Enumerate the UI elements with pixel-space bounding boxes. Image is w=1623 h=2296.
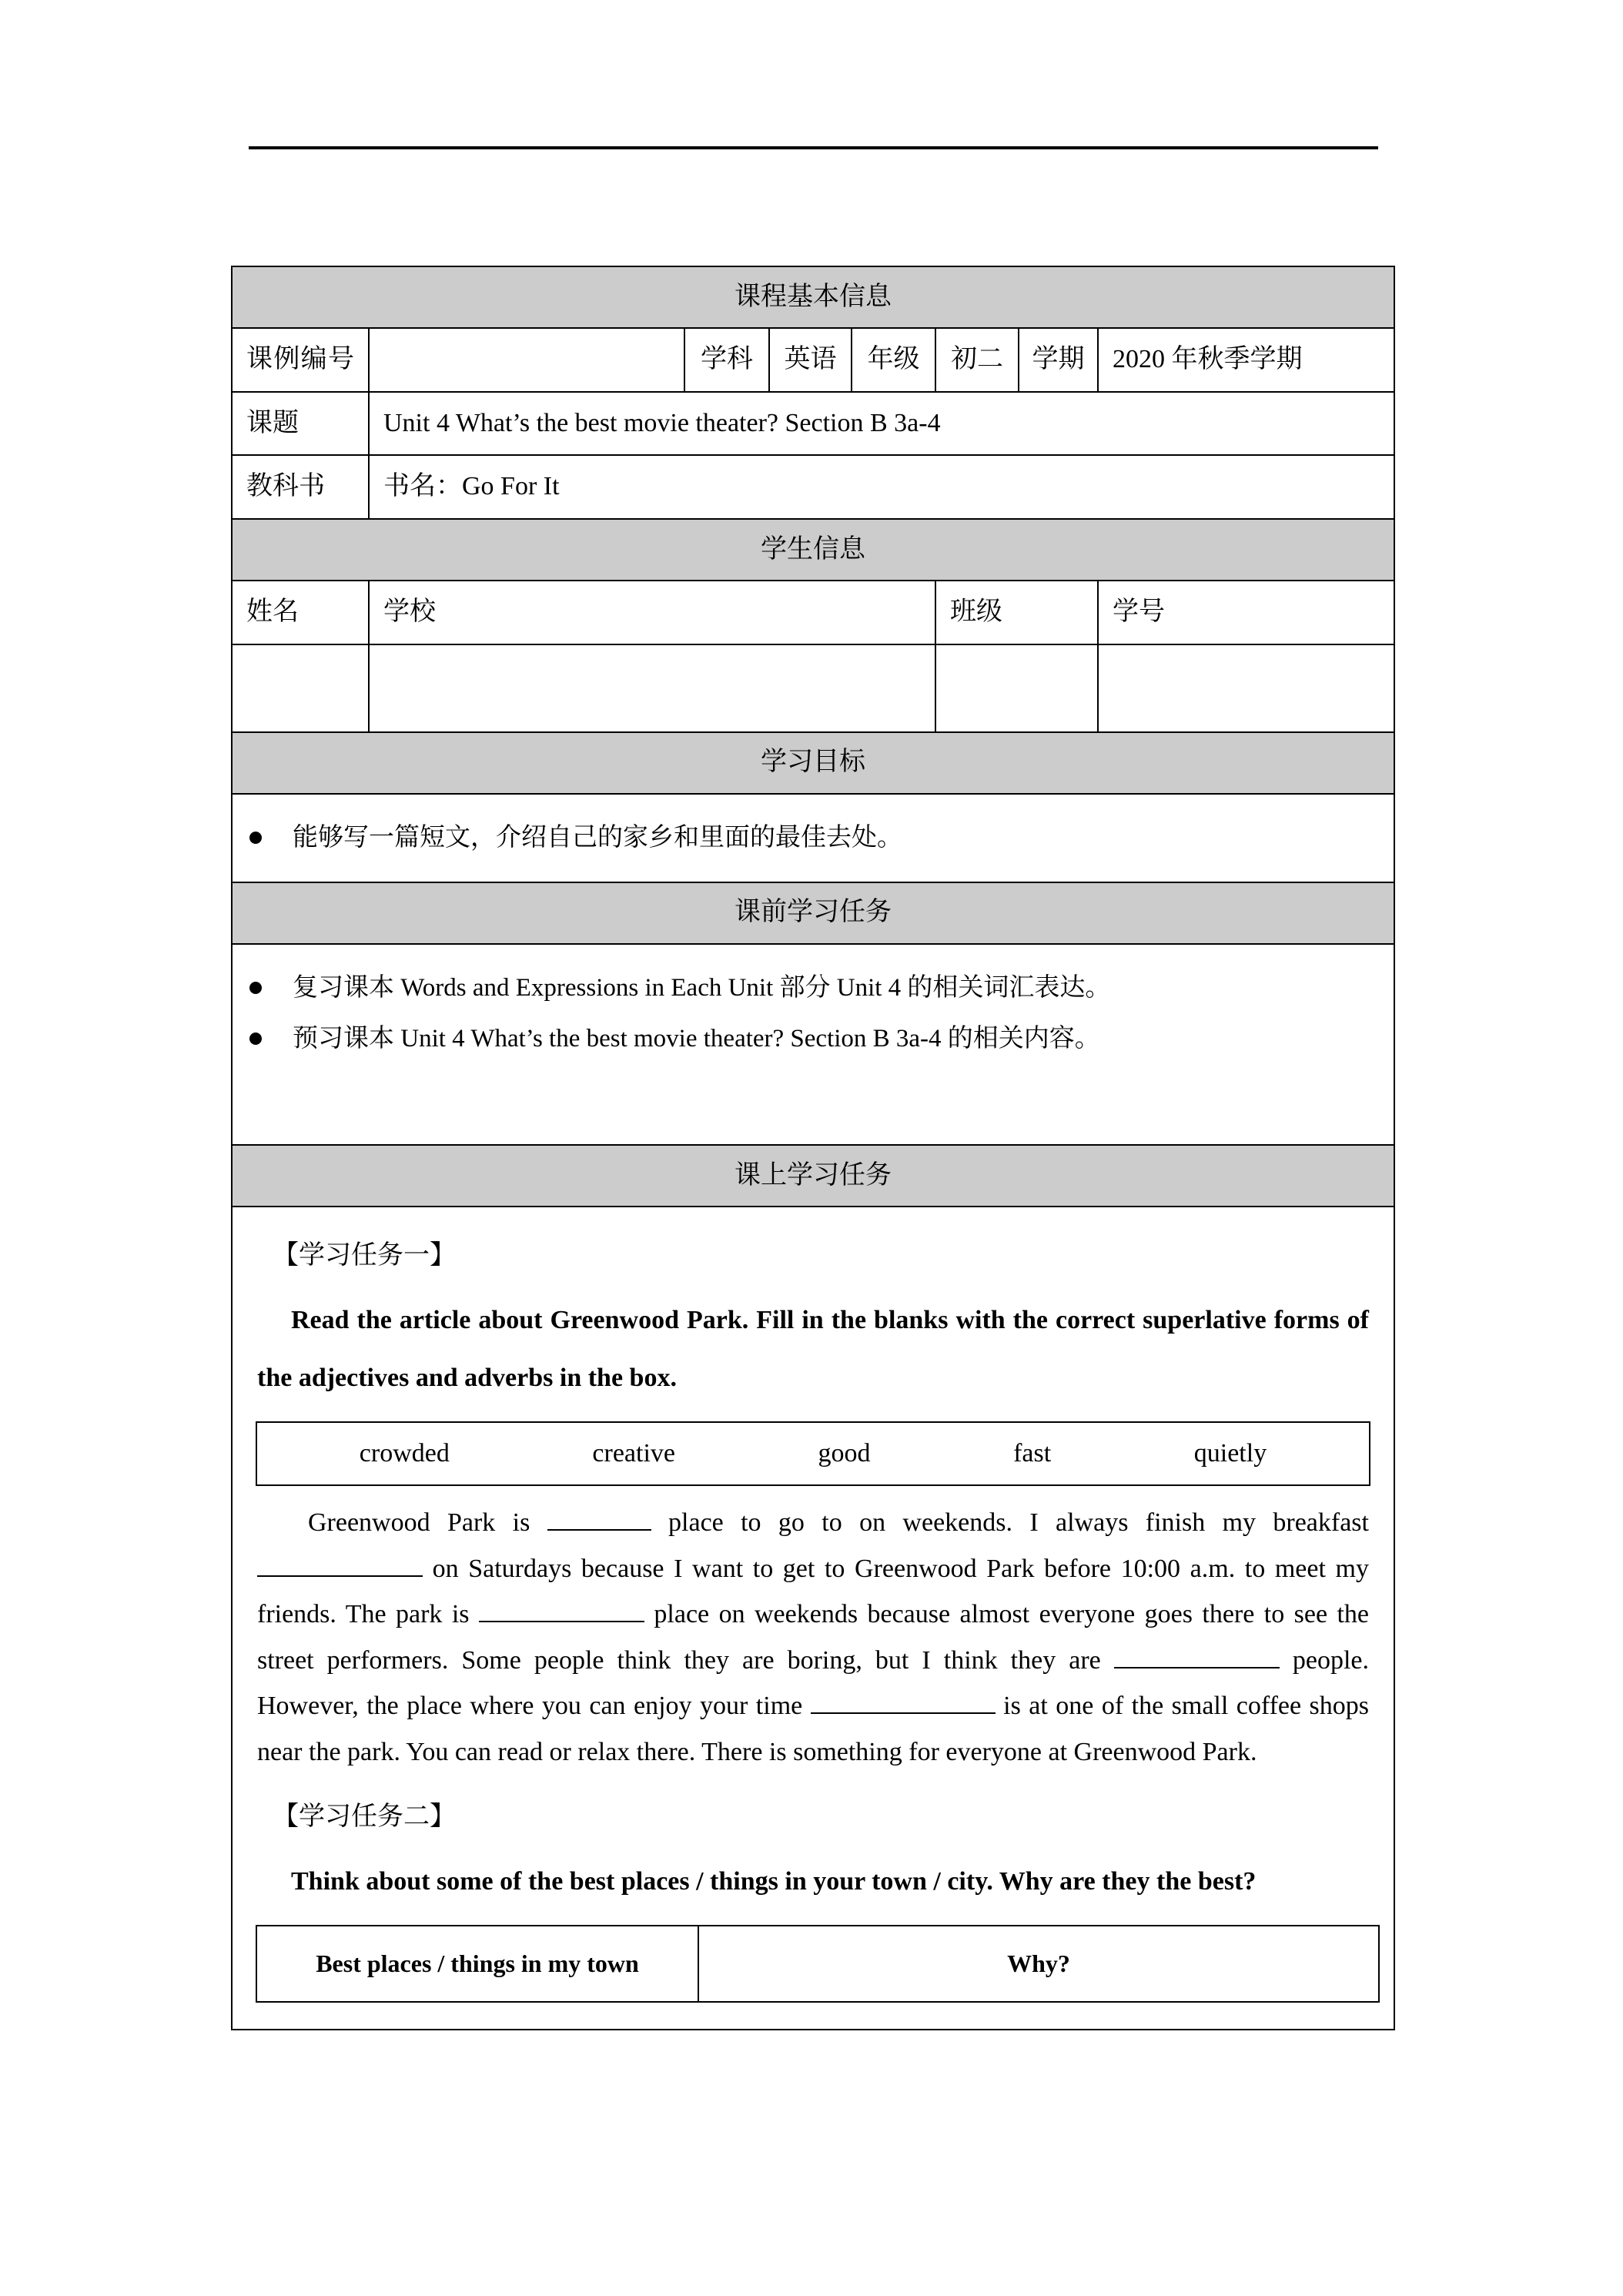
grade-value: 初二: [935, 328, 1019, 392]
list-item: [233, 968, 1394, 1009]
student-info-header-row: [232, 581, 1394, 644]
textbook-label: 教科书: [232, 455, 369, 519]
student-number-value[interactable]: [1098, 644, 1394, 732]
bullet-dot-icon: [249, 1033, 262, 1045]
student-class-label: 班级: [935, 581, 1098, 644]
article-segment: place on weekends because almost everyone goes there to see the street performers. Some people think they are boring, but I think they are: [257, 1600, 1370, 1675]
pre-class-tasks-row: [232, 944, 1394, 1146]
term-label: 学期: [1019, 328, 1098, 392]
task-two-prompt: Think about some of the best places / things in your town / city. Why are they the best?: [291, 1867, 1257, 1896]
course-info-band-label: 课程基本信息: [232, 266, 1394, 328]
grade-label: 年级: [852, 328, 935, 392]
in-class-tasks-row: [232, 1207, 1394, 2030]
pre-class-band-label: 课前学习任务: [232, 882, 1394, 944]
cloze-blank-3[interactable]: [479, 1621, 644, 1622]
word-bank-list: [257, 1434, 1369, 1474]
learning-objectives-cell: [232, 794, 1394, 882]
course-info-band-row: [232, 266, 1394, 328]
course-number-label: 课例编号: [232, 328, 369, 392]
task-two-heading: 【学习任务二】: [273, 1802, 456, 1832]
student-info-band-label: 学生信息: [232, 519, 1394, 581]
student-number-label: 学号: [1098, 581, 1394, 644]
term-value: 2020 年秋季学期: [1098, 328, 1394, 392]
student-school-label: 学校: [369, 581, 935, 644]
pre-class-band-row: [232, 882, 1394, 944]
article-segment: is at one of the small coffee shops near the park. You can read or relax there. There is something for everyone at Greenwood Park.: [257, 1692, 1369, 1766]
cloze-blank-1[interactable]: [547, 1529, 651, 1531]
bullet-dot-icon: [249, 982, 262, 994]
bullet-dot-icon: [249, 832, 262, 844]
student-info-band-row: [232, 519, 1394, 581]
word-bank-item: crowded: [359, 1438, 450, 1468]
course-topic-label: 课题: [232, 392, 369, 456]
subject-value: 英语: [769, 328, 852, 392]
cloze-blank-4[interactable]: [1114, 1667, 1280, 1668]
why-header: Why?: [698, 1926, 1379, 2003]
learning-objectives-band-label: 学习目标: [232, 732, 1394, 794]
word-bank-item: fast: [1013, 1438, 1052, 1468]
subject-label: 学科: [684, 328, 769, 392]
article-segment: on Saturdays because I want to get to Greenwood Park before 10:00 a.m. to meet my friends. The park is: [257, 1554, 1369, 1629]
student-name-value[interactable]: [232, 644, 369, 732]
task-one-heading: 【学习任务一】: [273, 1241, 456, 1270]
word-bank-item: creative: [592, 1438, 675, 1468]
learning-objectives-band-row: [232, 732, 1394, 794]
article-segment: place to go to on weekends. I always finish my breakfast: [651, 1508, 1369, 1538]
pre-class-task-text: 复习课本 Words and Expressions in Each Unit 部分 Unit 4 的相关词汇表达。: [293, 973, 1111, 1002]
cloze-article: [257, 1500, 1369, 1775]
cloze-blank-5[interactable]: [811, 1712, 996, 1714]
learning-objective-text: 能够写一篇短文，介绍自己的家乡和里面的最佳去处。: [293, 823, 902, 852]
learning-objectives-row: [232, 794, 1394, 882]
cloze-blank-2[interactable]: [257, 1575, 423, 1577]
learning-objectives-list: [233, 818, 1394, 858]
pre-class-task-list: [233, 968, 1394, 1060]
in-class-band-label: 课上学习任务: [232, 1145, 1394, 1207]
lesson-plan-table: [231, 266, 1395, 2030]
word-bank-item: quietly: [1193, 1438, 1267, 1468]
student-name-label: 姓名: [232, 581, 369, 644]
course-topic-row: [232, 392, 1394, 456]
list-item: [233, 1019, 1394, 1059]
in-class-tasks-cell: [232, 1207, 1394, 2030]
course-info-row-1: [232, 328, 1394, 392]
student-class-value[interactable]: [935, 644, 1098, 732]
pre-class-task-text: 预习课本 Unit 4 What’s the best movie theater? Section B 3a-4 的相关内容。: [293, 1025, 1100, 1053]
word-bank-box: [256, 1421, 1370, 1487]
task-one-prompt: Read the article about Greenwood Park. Fill in the blanks with the correct superlative forms of the adjectives and adverbs in the box.: [257, 1305, 1369, 1392]
textbook-row: [232, 455, 1394, 519]
article-segment: people. However, the place where you can enjoy your time: [257, 1645, 1369, 1721]
student-school-value[interactable]: [369, 644, 935, 732]
word-bank-item: good: [818, 1438, 871, 1468]
in-class-band-row: [232, 1145, 1394, 1207]
best-places-header: Best places / things in my town: [256, 1926, 698, 2003]
pre-class-tasks-cell: [232, 944, 1394, 1146]
best-places-table: [256, 1925, 1380, 2003]
course-topic-value: Unit 4 What’s the best movie theater? Section B 3a-4: [369, 392, 1394, 456]
course-number-value[interactable]: [369, 328, 684, 392]
table-row: [256, 1926, 1379, 2003]
list-item: [233, 818, 1394, 858]
article-segment: Greenwood Park is: [308, 1508, 547, 1538]
page-header-rule: [249, 146, 1378, 149]
textbook-value: 书名：Go For It: [369, 455, 1394, 519]
student-info-value-row: [232, 644, 1394, 732]
